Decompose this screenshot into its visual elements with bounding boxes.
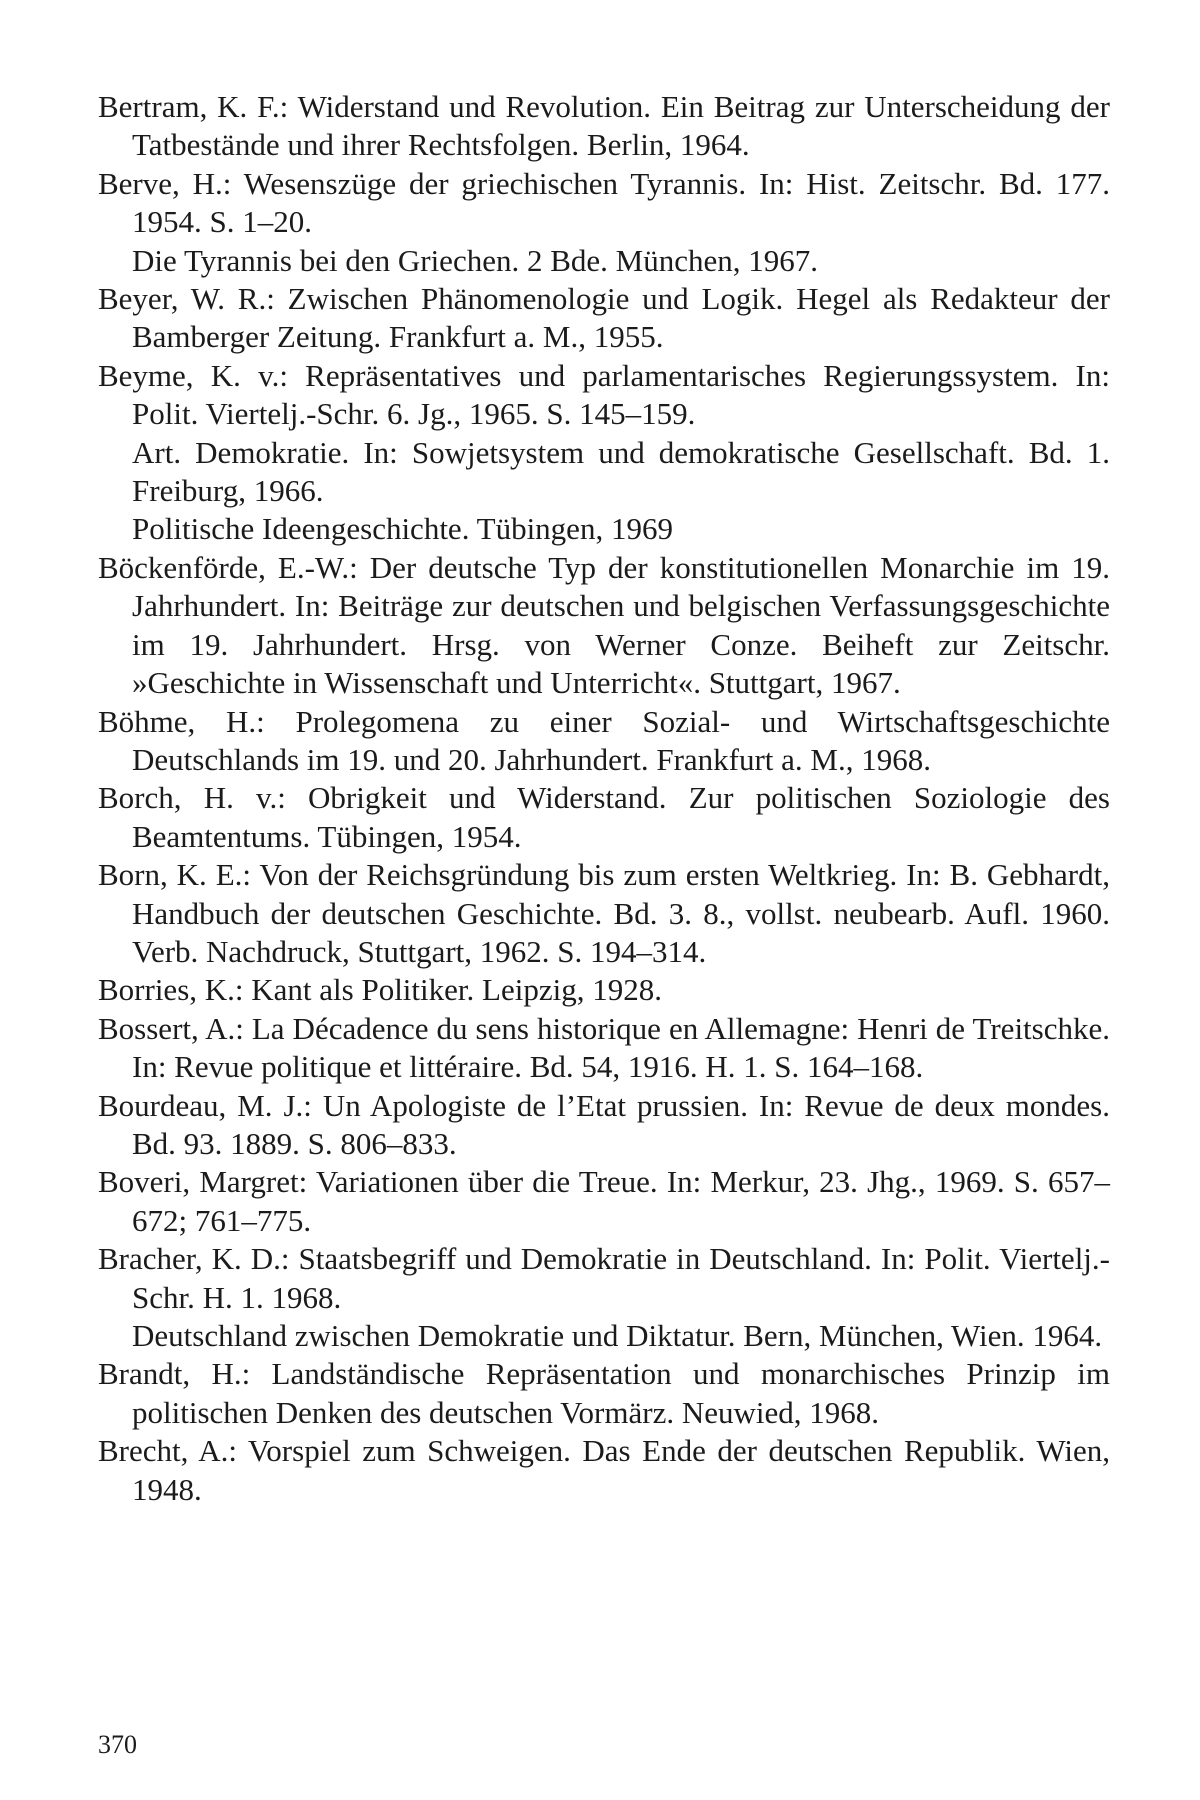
bibliography-entry: Boveri, Margret: Variationen über die Treue. In: Merkur, 23. Jhg., 1969. S. 657–672; 761–775. (98, 1164, 1110, 1238)
bibliography-entry: Bossert, A.: La Décadence du sens historique en Allemagne: Henri de Treitschke. In: Revue politique et littéraire. Bd. 54, 1916. H. 1. S. 164–168. (98, 1010, 1110, 1085)
bibliography-entry: Born, K. E.: Von der Reichsgründung bis zum ersten Weltkrieg. In: B. Gebhardt, Handbuch der deutschen Geschichte. Bd. 3. 8., vollst. neubearb. Aufl. 1960. Verb. Nachdruck, Stuttgart, 1962. S. 194–314. (98, 857, 1110, 969)
bibliography-entry-continuation: Deutschland zwischen Demokratie und Diktatur. Bern, München, Wien. 1964. (132, 1318, 1103, 1353)
bibliography-entry: Borries, K.: Kant als Politiker. Leipzig, 1928. (98, 972, 662, 1008)
bibliography-entry: Böckenförde, E.-W.: Der deutsche Typ der konstitutionellen Monarchie im 19. Jahrhundert. In: Beiträge zur deutschen und belgischen Verfassungsgeschichte im 19. Jahrhundert. Hrsg. von Werner Conze. Beiheft zur Zeitschr. »Geschichte in Wissenschaft und Unterricht«. Stuttgart, 1967. (98, 549, 1110, 701)
bibliography-list (98, 88, 1110, 1509)
bibliography-entry-continuation: Art. Demokratie. In: Sowjetsystem und demokratische Gesellschaft. Bd. 1. Freiburg, 1966. (132, 434, 1110, 509)
bibliography-entry: Beyme, K. v.: Repräsentatives und parlamentarisches Regierungssystem. In: Polit. Viertelj.-Schr. 6. Jg., 1965. S. 145–159. (98, 357, 1110, 432)
bibliography-entry: Beyer, W. R.: Zwischen Phänomenologie und Logik. Hegel als Redakteur der Bamberger Zeitung. Frankfurt a. M., 1955. (98, 281, 1110, 355)
bibliography-entry-continuation: Politische Ideengeschichte. Tübingen, 1969 (132, 511, 673, 547)
bibliography-entry-continuation: Die Tyrannis bei den Griechen. 2 Bde. München, 1967. (132, 242, 818, 278)
page-number: 370 (98, 1730, 137, 1759)
bibliography-entry: Böhme, H.: Prolegomena zu einer Sozial- und Wirtschaftsgeschichte Deutschlands im 19. und 20. Jahrhundert. Frankfurt a. M., 1968. (98, 703, 1110, 777)
bibliography-entry: Borch, H. v.: Obrigkeit und Widerstand. Zur politischen Soziologie des Beamtentums. Tübingen, 1954. (98, 780, 1110, 854)
bibliography-entry: Bertram, K. F.: Widerstand und Revolution. Ein Beitrag zur Unterscheidung der Tatbestände und ihrer Rechtsfolgen. Berlin, 1964. (98, 89, 1110, 163)
bibliography-entry: Berve, H.: Wesenszüge der griechischen Tyrannis. In: Hist. Zeitschr. Bd. 177. 1954. S. 1–20. (98, 165, 1110, 240)
bibliography-entry: Brandt, H.: Landständische Repräsentation und monarchisches Prinzip im politischen Denken des deutschen Vormärz. Neuwied, 1968. (98, 1356, 1110, 1430)
bibliography-entry: Bourdeau, M. J.: Un Apologiste de l’Etat prussien. In: Revue de deux mondes. Bd. 93. 1889. S. 806–833. (98, 1087, 1110, 1161)
bibliography-entry: Bracher, K. D.: Staatsbegriff und Demokratie in Deutschland. In: Polit. Viertelj.-Schr. H. 1. 1968. (98, 1241, 1110, 1315)
bibliography-entry: Brecht, A.: Vorspiel zum Schweigen. Das Ende der deutschen Republik. Wien, 1948. (98, 1433, 1110, 1507)
